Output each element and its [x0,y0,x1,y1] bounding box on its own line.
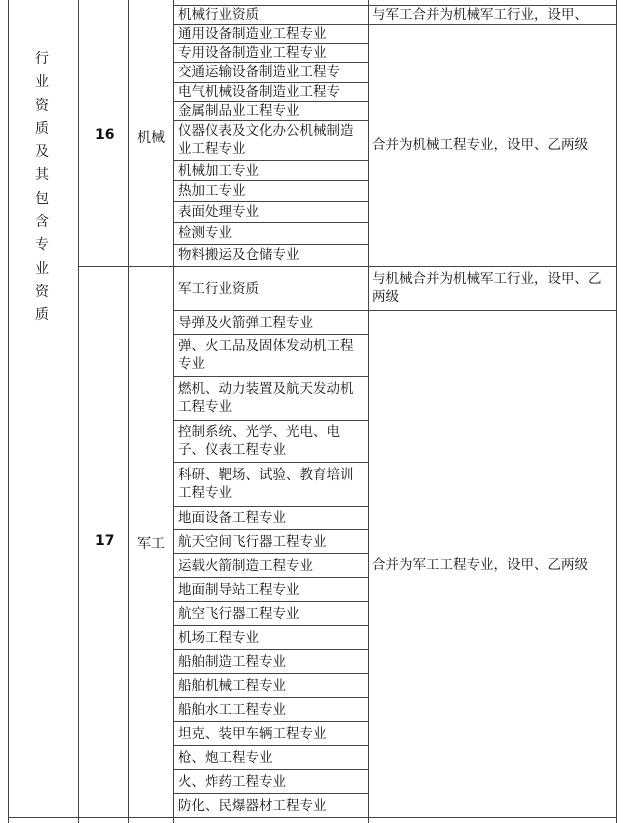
list-item: 检测专业 [178,225,232,241]
row-divider [174,721,368,722]
row-divider [368,310,616,311]
table-divider [78,0,79,823]
row-divider [174,769,368,770]
list-item: 专用设备制造业工程专业 [178,45,327,61]
list-item: 船舶水工工程专业 [178,702,286,718]
row-divider [78,266,617,267]
note-text: 合并为军工工程专业，设甲、乙两级 [372,557,588,573]
row-divider [174,120,368,121]
list-item: 表面处理专业 [178,204,259,220]
list-item: 地面制导站工程专业 [178,582,300,598]
list-item: 航空飞行器工程专业 [178,606,300,622]
list-item: 防化、民爆器材工程专业 [178,798,327,814]
list-item: 科研、靶场、试验、教育培训工程专业 [178,467,354,501]
list-item: 导弹及火箭弹工程专业 [178,315,313,331]
list-item: 运载火箭制造工程专业 [178,558,313,574]
row-divider [174,697,368,698]
list-item: 燃机、动力装置及航天发动机工程专业 [178,381,354,415]
list-item: 机场工程专业 [178,630,259,646]
note-text: 与军工合并为机械军工行业，设甲、 [372,7,588,23]
row-divider [174,160,368,161]
table-border-left [8,0,9,823]
note-text: 与机械合并为机械军工行业，设甲、乙两级 [372,271,602,305]
list-item: 仪器仪表及文化办公机械制造业工程专业 [178,123,354,157]
row-divider [174,420,368,421]
note-text: 合并为机械工程专业，设甲、乙两级 [372,137,588,153]
row-divider [174,625,368,626]
list-item: 物料搬运及仓储专业 [178,247,300,263]
table-divider [173,0,174,823]
category-label: 机械 [137,130,165,146]
list-item: 航天空间飞行器工程专业 [178,534,327,550]
list-item: 船舶机械工程专业 [178,678,286,694]
row-divider [174,673,368,674]
row-divider [368,24,616,25]
list-item: 机械行业资质 [178,7,259,23]
list-item: 金属制品业工程专业 [178,103,300,119]
list-item: 火、炸药工程专业 [178,774,286,790]
row-divider [174,201,368,202]
row-divider [174,553,368,554]
row-divider [174,745,368,746]
list-item: 弹、火工品及固体发动机工程专业 [178,338,354,372]
row-divider [174,649,368,650]
row-divider [174,244,368,245]
list-item: 热加工专业 [178,183,246,199]
row-divider [174,222,368,223]
list-item: 机械加工专业 [178,163,259,179]
table-border-right [616,0,617,823]
row-divider [8,817,617,818]
table-divider [368,0,369,823]
row-divider [174,506,368,507]
table-divider [128,0,129,823]
list-item: 船舶制造工程专业 [178,654,286,670]
row-divider [174,793,368,794]
row-divider [174,601,368,602]
row-divider [174,529,368,530]
row-divider [174,462,368,463]
row-number: 16 [95,127,115,143]
row-divider [174,334,368,335]
category-label: 军工 [137,536,165,552]
row-divider [174,310,368,311]
row-divider [174,376,368,377]
list-item: 地面设备工程专业 [178,510,286,526]
list-item: 军工行业资质 [178,281,259,297]
list-item: 交通运输设备制造业工程专 [178,64,340,80]
row-divider [174,577,368,578]
list-item: 控制系统、光学、光电、电子、仪表工程专业 [178,424,340,458]
section-label: 行业资质及其包含专业资质 [35,51,49,324]
list-item: 枪、炮工程专业 [178,750,273,766]
list-item: 电气机械设备制造业工程专 [178,84,340,100]
row-number: 17 [95,533,115,549]
list-item: 通用设备制造业工程专业 [178,26,327,42]
row-divider [174,180,368,181]
list-item: 坦克、装甲车辆工程专业 [178,726,327,742]
